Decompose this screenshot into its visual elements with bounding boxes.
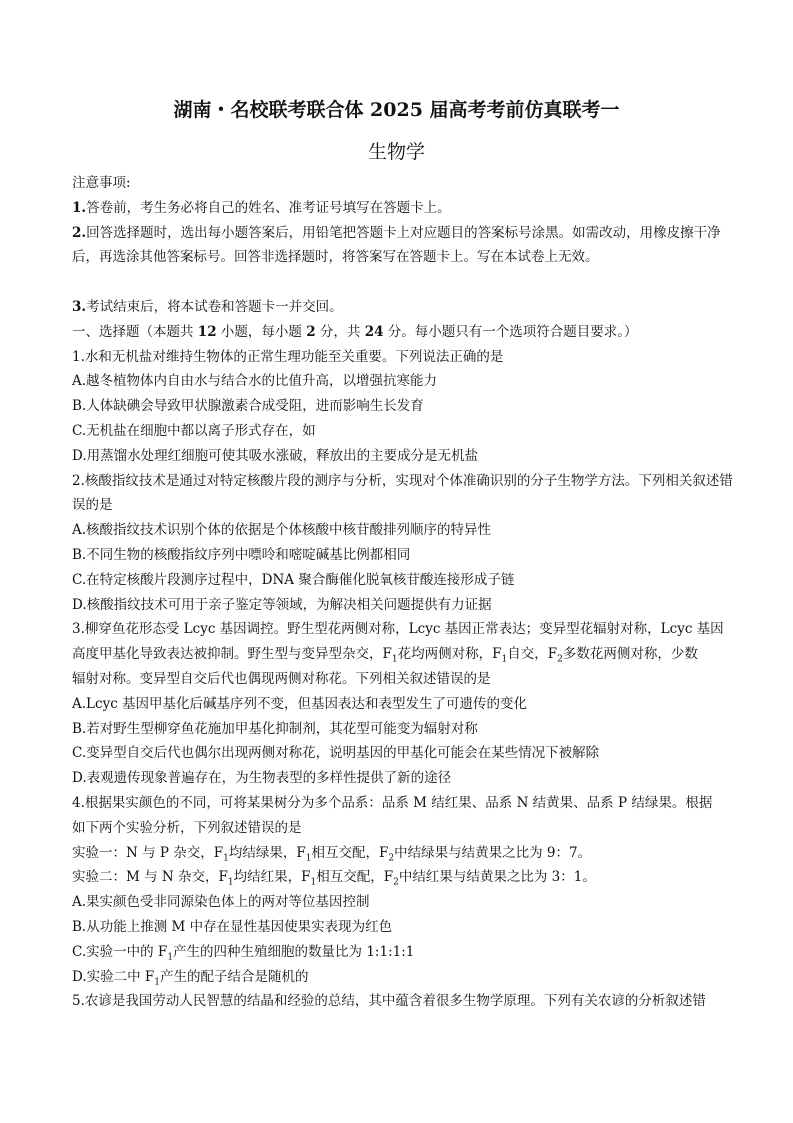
q2-option-a: A.核酸指纹技术识别个体的依据是个体核酸中核苷酸排列顺序的特异性	[72, 522, 492, 539]
q4-option-a: A.果实颜色受非同源染色体上的两对等位基因控制	[72, 894, 370, 911]
q4-experiment-1: 实验一：N 与 P 杂交，$F_1$均结绿果，$F_1$相互交配，$F_2$中结绿果与结黄果之比为 9：7。	[72, 844, 592, 864]
q3-option-b: B.若对野生型柳穿鱼花施加甲基化抑制剂，其花型可能变为辐射对称	[72, 720, 478, 737]
q1-option-a: A.越冬植物体内自由水与结合水的比值升高，以增强抗寒能力	[72, 373, 438, 390]
q2-option-c: C.在特定核酸片段测序过程中，DNA 聚合酶催化脱氧核苷酸连接形成子链	[72, 571, 515, 588]
q3-option-c: C.变异型自交后代也偶尔出现两侧对称花，说明基因的甲基化可能会在某些情况下被解除	[72, 745, 600, 762]
q4-experiment-2: 实验二：M 与 N 杂交，$F_1$均结红果，$F_1$相互交配，$F_2$中结红果与结黄果之比为 3：1。	[72, 869, 596, 888]
exam-subject: 生物学	[367, 141, 425, 163]
notice-item-number: 3.	[72, 298, 87, 315]
q4-option-c: C.实验一中的 $F_1$产生的四种生殖细胞的数量比为 1:1:1:1	[72, 943, 415, 963]
notice-item-number: 2.	[72, 224, 87, 241]
exam-title: 湖南・名校联考联合体 2025 届高考考前仿真联考一	[173, 99, 620, 121]
q4-option-d: D.实验二中 $F_1$产生的配子结合是随机的	[72, 968, 309, 988]
q1-stem: 1.水和无机盐对维持生物体的正常生理功能至关重要。下列说法正确的是	[72, 348, 504, 365]
q4-option-b: B.从功能上推测 M 中存在显性基因使果实表现为红色	[72, 918, 393, 935]
notice-item-text: 考试结束后，将本试卷和答题卡一并交回。	[86, 298, 343, 315]
q3-stem-line-1: 3.柳穿鱼花形态受 Lcyc 基因调控。野生型花两侧对称，Lcyc 基因正常表达；变异型花辐射对称，Lcyc 基因	[72, 621, 724, 638]
q3-stem-line-2: 高度甲基化导致表达被抑制。野生型与变异型杂交，$F_1$花均两侧对称，$F_1$自交，$F_2$多数花两侧对称，少数	[72, 646, 698, 665]
notice-item-text: 答卷前，考生务必将自己的姓名、准考证号填写在答题卡上。	[86, 199, 451, 216]
exam-body	[72, 171, 733, 1014]
notice-item-number: 1.	[72, 199, 87, 216]
notice-heading: 注意事项:	[72, 175, 131, 191]
q1-option-b: B.人体缺碘会导致甲状腺激素合成受阻，进而影响生长发育	[72, 398, 424, 415]
q3-stem-line-3: 辐射对称。变异型自交后代也偶现两侧对称花。下列相关叙述错误的是	[72, 670, 491, 687]
q4-stem-line-1: 4.根据果实颜色的不同，可将某果树分为多个品系：品系 M 结红果、品系 N 结黄果、品系 P 结绿果。根据	[72, 794, 713, 811]
section-heading: 一、选择题（本题共 12 小题，每小题 2 分，共 24 分。每小题只有一个选项符合题目要求。）	[72, 323, 638, 340]
notice-item-1	[72, 196, 733, 221]
q1-option-c: C.无机盐在细胞中都以离子形式存在，如	[72, 422, 316, 439]
q2-option-d: D.核酸指纹技术可用于亲子鉴定等领域，为解决相关问题提供有力证据	[72, 596, 492, 613]
q2-stem: 2.核酸指纹技术是通过对特定核酸片段的测序与分析，实现对个体准确识别的分子生物学方法。下列相关叙述错误的是	[72, 472, 733, 514]
q4-stem-line-2: 如下两个实验分析，下列叙述错误的是	[72, 819, 302, 836]
q3-option-a: A.Lcyc 基因甲基化后碱基序列不变，但基因表达和表型发生了可遗传的变化	[72, 695, 528, 712]
notice-item-2	[72, 221, 733, 295]
notice-item-text: 回答选择题时，选出每小题答案后，用铅笔把答题卡上对应题目的答案标号涂黑。如需改动，用橡皮擦干净后，再选涂其他答案标号。回答非选择题时，将答案写在答题卡上。写在本试卷上无效。	[72, 224, 721, 266]
q1-option-d: D.用蒸馏水处理红细胞可使其吸水涨破，释放出的主要成分是无机盐	[72, 447, 479, 464]
q5-stem: 5.农谚是我国劳动人民智慧的结晶和经验的总结，其中蕴含着很多生物学原理。下列有关农谚的分析叙述错	[72, 993, 706, 1010]
q3-option-d: D.表观遗传现象普遍存在，为生物表型的多样性提供了新的途径	[72, 770, 452, 787]
notice-item-3	[72, 295, 733, 320]
q2-option-b: B.不同生物的核酸指纹序列中嘌呤和嘧啶碱基比例都相同	[72, 546, 411, 563]
